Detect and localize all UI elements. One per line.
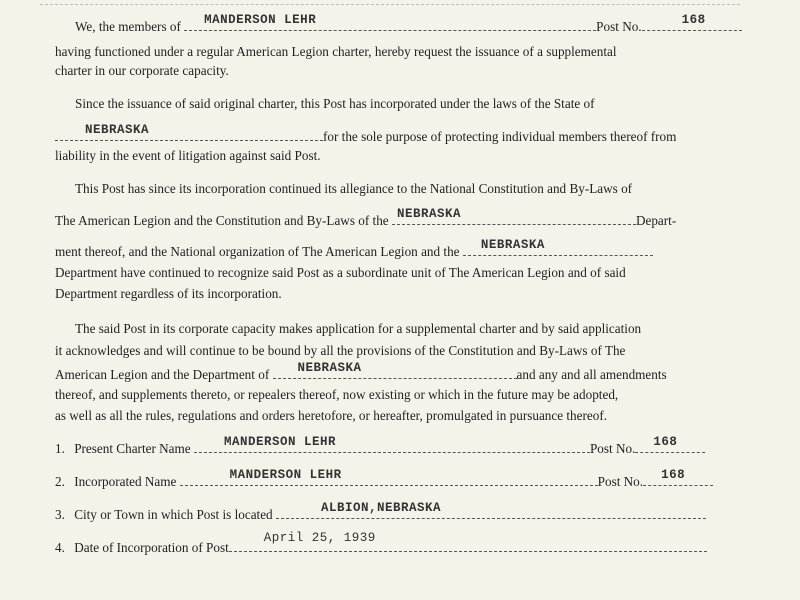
item-4-field [229,531,707,552]
item-3-field [276,501,706,519]
p2-line1: Since the issuance of said original charter, this Post has incorporated under the laws of the State of [75,96,595,111]
item-2-post-no-field [643,468,713,486]
p3-line5: Department regardless of its incorporation. [55,286,282,301]
post-no-label: Post No. [596,19,642,34]
post-no-field [642,13,742,31]
state-field [55,123,323,141]
department-field [392,207,636,225]
p4-line3-suffix: and any and all amendments [516,367,667,382]
item-2-label: Incorporated Name [74,474,177,489]
p1-line2: having functioned under a regular American Legion charter, hereby request the issuance of a supplemental [55,44,617,59]
department-value: NEBRASKA [396,207,461,221]
p4-line1: The said Post in its corporate capacity makes application for a supplemental charter and by said application [75,321,642,336]
p4-line3 [55,361,667,383]
item-2-field [180,468,598,486]
item-3-value: ALBION,NEBRASKA [320,501,441,515]
p4-line2: it acknowledges and will continue to be bound by all the provisions of the Constitution and By-Laws of The [55,343,626,358]
department-value-3: NEBRASKA [297,361,362,375]
p4-line4: thereof, and supplements thereto, or repealers thereof, now existing or which in the future may be adopted, [55,387,619,402]
p4-line5: as well as all the rules, regulations and orders heretofore, or hereafter, promulgated in pursuance thereof. [55,408,608,423]
item-3-label: City or Town in which Post is located [74,507,273,522]
p3-line2-prefix: The American Legion and the Constitution and By-Laws of the [55,213,389,228]
p3-line1: This Post has since its incorporation continued its allegiance to the National Constitution and By-Laws of [75,181,633,196]
item-4-value: April 25, 1939 [263,531,376,545]
item-1-field [194,435,590,453]
item-2-post-no-label: Post No. [597,474,644,489]
item-1-post-no: 168 [653,435,678,449]
p2-line2 [55,123,677,145]
top-cut-line [40,0,740,5]
p1-line3: charter in our corporate capacity. [55,63,229,78]
item-2-value: MANDERSON LEHR [229,468,342,482]
p2-line3: liability in the event of litigation against said Post. [55,148,321,163]
p3-line3-prefix: ment thereof, and the National organization of The American Legion and the [55,244,460,259]
item-1-label: Present Charter Name [74,441,191,456]
item-2-number: 2. [55,474,65,489]
p3-line4: Department have continued to recognize said Post as a subordinate unit of The American Legion and of said [55,265,626,280]
item-1-post-no-label: Post No. [589,441,636,456]
post-no-value: 168 [681,13,706,27]
item-3-number: 3. [55,507,65,522]
department-field-3 [273,361,517,379]
post-name-value: MANDERSON LEHR [204,13,317,27]
p1-prefix: We, the members of [75,19,181,34]
p3-line2 [55,207,677,229]
p3-line2-suffix: Depart- [635,213,677,228]
item-2 [55,468,713,490]
department-value-2: NEBRASKA [480,238,545,252]
item-4 [55,531,707,556]
state-value: NEBRASKA [85,123,150,137]
p4-line3-prefix: American Legion and the Department of [55,367,270,382]
item-4-label: Date of Incorporation of Post [74,540,229,555]
p1-line1 [75,13,742,35]
item-1-number: 1. [55,441,65,456]
p2-line2-rest: for the sole purpose of protecting individual members thereof from [323,129,677,144]
item-1-post-no-field [635,435,705,453]
item-3 [55,501,706,523]
item-1 [55,435,705,457]
item-1-value: MANDERSON LEHR [223,435,336,449]
item-4-number: 4. [55,540,65,555]
p3-line3 [55,238,653,260]
item-2-post-no: 168 [661,468,686,482]
department-field-2 [463,238,653,256]
post-name-field [184,13,596,31]
